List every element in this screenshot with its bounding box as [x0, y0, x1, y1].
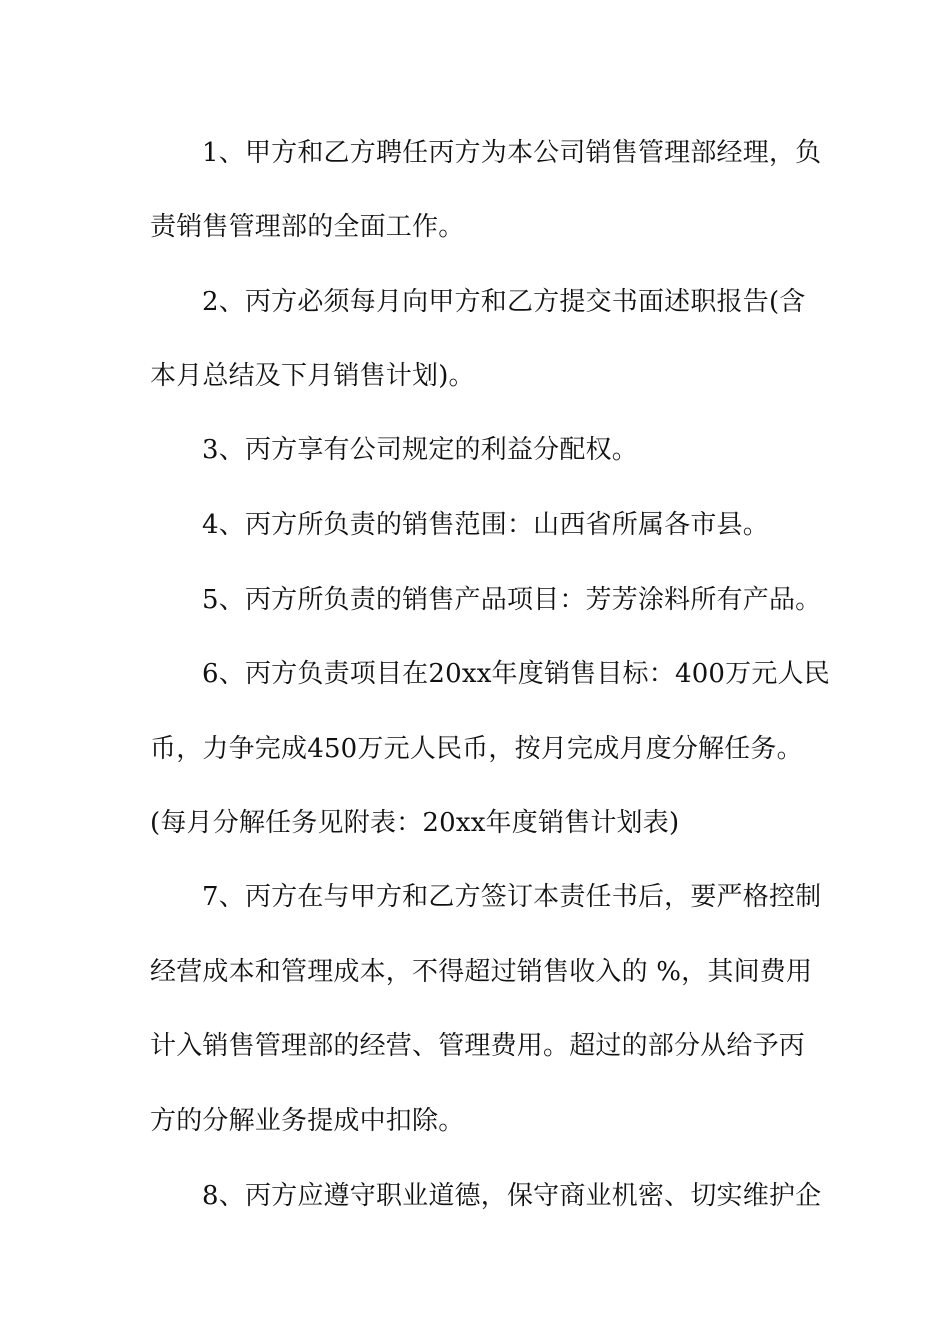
- clause-6-line-1: 6、丙方负责项目在20xx年度销售目标：400万元人民: [202, 659, 830, 689]
- clause-4-line-1: 4、丙方所负责的销售范围：山西省所属各市县。: [202, 510, 769, 540]
- clause-7-line-3: 计入销售管理部的经营、管理费用。超过的部分从给予丙: [150, 1031, 806, 1061]
- clause-1-line-2: 责销售管理部的全面工作。: [150, 212, 465, 242]
- clause-6-line-2: 币，力争完成450万元人民币，按月完成月度分解任务。: [150, 734, 803, 764]
- clause-8-line-1: 8、丙方应遵守职业道德，保守商业机密、切实维护企: [202, 1181, 822, 1211]
- clause-7-line-2: 经营成本和管理成本，不得超过销售收入的 %，其间费用: [150, 957, 813, 987]
- clause-6-line-3: (每月分解任务见附表：20xx年度销售计划表): [150, 808, 680, 838]
- clause-5-line-1: 5、丙方所负责的销售产品项目：芳芳涂料所有产品。: [202, 585, 822, 615]
- clause-2-line-2: 本月总结及下月销售计划)。: [150, 361, 475, 391]
- clause-7-line-1: 7、丙方在与甲方和乙方签订本责任书后，要严格控制: [202, 882, 822, 912]
- clause-2-line-1: 2、丙方必须每月向甲方和乙方提交书面述职报告(含: [202, 287, 806, 317]
- clause-3-line-1: 3、丙方享有公司规定的利益分配权。: [202, 435, 638, 465]
- clause-7-line-4: 方的分解业务提成中扣除。: [150, 1106, 465, 1136]
- clause-1-line-1: 1、甲方和乙方聘任丙方为本公司销售管理部经理，负: [202, 138, 822, 168]
